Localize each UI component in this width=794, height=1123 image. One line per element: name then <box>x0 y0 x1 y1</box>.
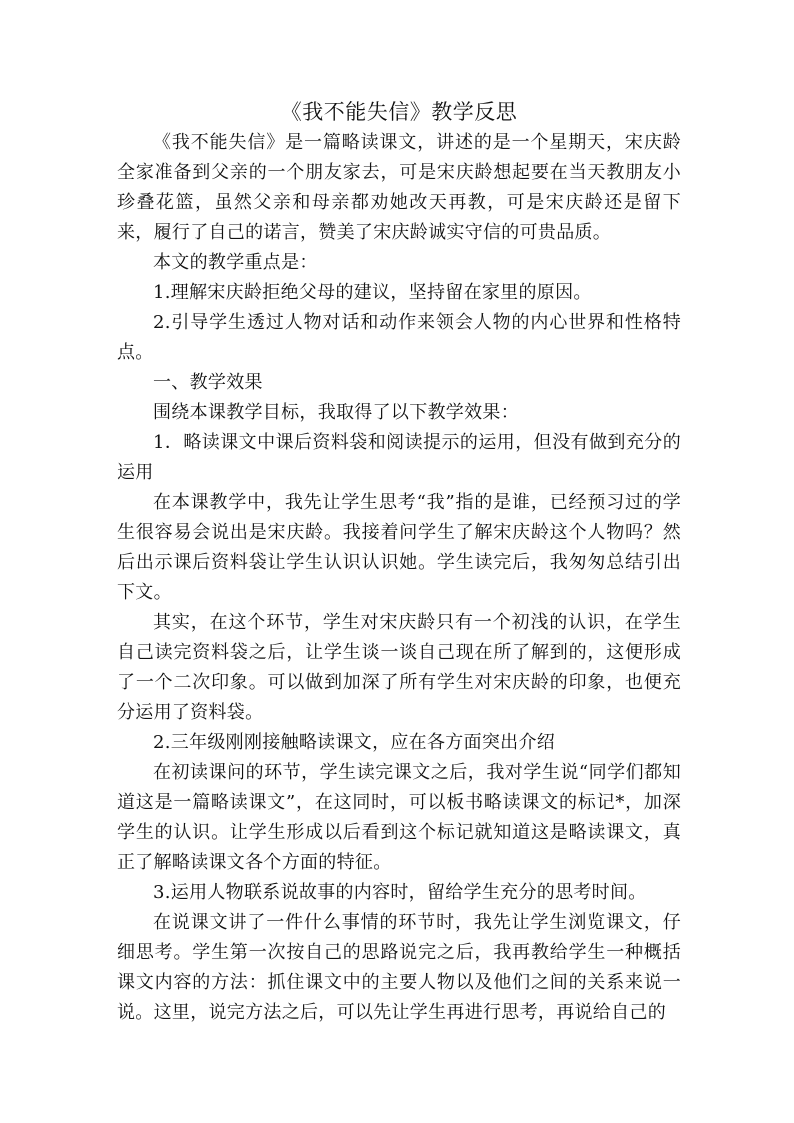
paragraph-effects-intro: 围绕本课教学目标，我取得了以下教学效果： <box>153 402 519 423</box>
paragraph-intro: 《我不能失信》是一篇略读课文，讲述的是一个星期天，宋庆龄全家准备到父亲的一个朋友家去，可是宋庆龄想起要在当天教朋友小珍叠花篮，虽然父亲和母亲都劝她改天再教，可是宋庆龄还是留下来，履行了自己的诺言，赞美了宋庆龄诚实守信的可贵品质。 <box>117 132 681 243</box>
paragraph-focus-2: 2.引导学生透过人物对话和动作来领会人物的内心世界和性格特点。 <box>117 312 681 363</box>
paragraph-effect-1-body: 在本课教学中，我先让学生思考“我”指的是谁，已经预习过的学生很容易会说出是宋庆龄。我接着问学生了解宋庆龄这个人物吗？然后出示课后资料袋让学生认识认识她。学生读完后，我匆匆总结引出下文。 <box>117 492 681 603</box>
paragraph-effect-2-body: 在初读课问的环节，学生读完课文之后，我对学生说“同学们都知道这是一篇略读课文”，在这同时，可以板书略读课文的标记*，加深学生的认识。让学生形成以后看到这个标记就知道这是略读课文，真正了解略读课文各个方面的特征。 <box>117 762 681 873</box>
paragraph-effect-1-reflection: 其实，在这个环节，学生对宋庆龄只有一个初浅的认识，在学生自己读完资料袋之后，让学生谈一谈自己现在所了解到的，这便形成了一个二次印象。可以做到加深了所有学生对宋庆龄的印象，也便充分运用了资料袋。 <box>117 612 681 723</box>
document-body <box>117 96 681 1028</box>
paragraph-focus-1: 1.理解宋庆龄拒绝父母的建议，坚持留在家里的原因。 <box>153 282 592 303</box>
paragraph-focus-heading: 本文的教学重点是： <box>153 252 318 273</box>
section-heading-effects: 一、教学效果 <box>153 372 263 393</box>
document-title: 《我不能失信》教学反思 <box>280 100 518 124</box>
paragraph-effect-1-heading: 1．略读课文中课后资料袋和阅读提示的运用，但没有做到充分的运用 <box>117 432 681 483</box>
paragraph-effect-3-body: 在说课文讲了一件什么事情的环节时，我先让学生浏览课文，仔细思考。学生第一次按自己的思路说完之后，我再教给学生一种概括课文内容的方法：抓住课文中的主要人物以及他们之间的关系来说一说。这里，说完方法之后，可以先让学生再进行思考，再说给自己的 <box>117 912 681 1023</box>
paragraph-effect-3-heading: 3.运用人物联系说故事的内容时，留给学生充分的思考时间。 <box>153 882 647 903</box>
paragraph-effect-2-heading: 2.三年级刚刚接触略读课文，应在各方面突出介绍 <box>153 732 556 753</box>
